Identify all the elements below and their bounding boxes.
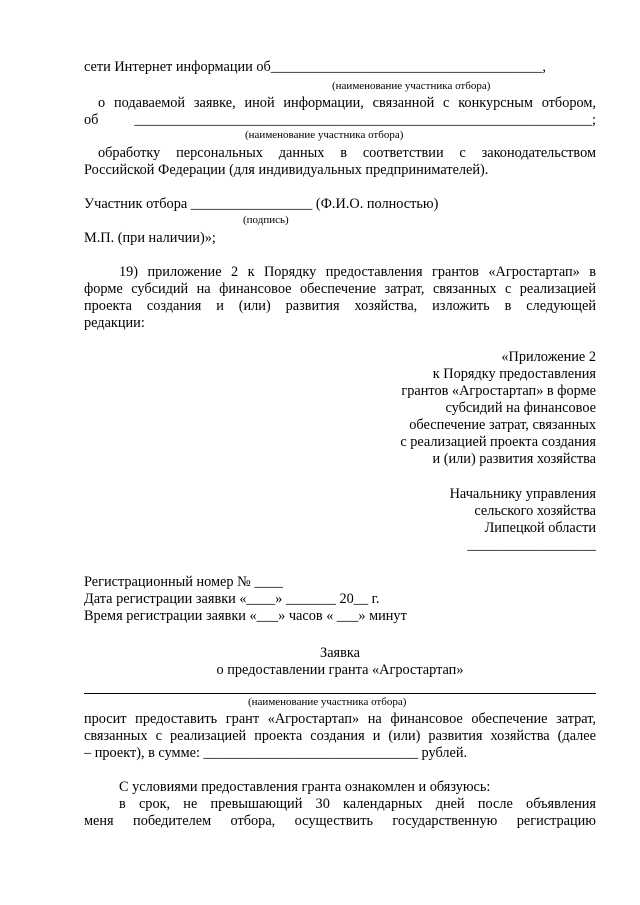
appendix-line-6: с реализацией проекта создания (400, 434, 596, 450)
consent-line-1: сети Интернет информации об______________________________________, (84, 59, 546, 75)
consent-line-3: об ________________________________________________________________; (84, 112, 596, 128)
appendix-line-1: «Приложение 2 (501, 349, 596, 365)
consent-line-5: Российской Федерации (для индивидуальных предпринимателей). (84, 162, 489, 178)
item19-line-4: редакции: (84, 315, 145, 331)
caption-participant-3: (наименование участника отбора) (248, 696, 407, 708)
addressee-line-3: Липецкой области (484, 520, 596, 536)
appendix-line-3: грантов «Агростартап» в форме (401, 383, 596, 399)
participant-name-rule (84, 693, 596, 694)
appendix-line-4: субсидий на финансовое (445, 400, 596, 416)
body-line-3: – проект), в сумме: ______________________________ рублей. (84, 745, 468, 761)
body-line-5: в срок, не превышающий 30 календарных дней после объявления (119, 796, 596, 812)
addressee-line-2: сельского хозяйства (474, 503, 596, 519)
body-line-1: просит предоставить грант «Агростартап» на финансовое обеспечение затрат, (84, 711, 596, 727)
consent-line-2: о подаваемой заявке, иной информации, связанной с конкурсным отбором, (98, 95, 596, 111)
registration-number: Регистрационный номер № ____ (84, 574, 283, 590)
caption-signature: (подпись) (243, 214, 289, 226)
body-line-2: связанных с реализацией проекта создания и (или) развития хозяйства (далее (84, 728, 596, 744)
item19-line-3: проекта создания и (или) развития хозяйства, изложить в следующей (84, 298, 596, 314)
application-subtitle: о предоставлении гранта «Агростартап» (216, 662, 464, 678)
body-line-6: меня победителем отбора, осуществить государственную регистрацию (84, 813, 596, 829)
registration-time: Время регистрации заявки «___» часов « ___» минут (84, 608, 407, 624)
signature-line: Участник отбора _________________ (Ф.И.О. полностью) (84, 196, 439, 212)
consent-line-4: обработку персональных данных в соответствии с законодательством (98, 145, 596, 161)
caption-participant-2: (наименование участника отбора) (245, 129, 404, 141)
stamp-line: М.П. (при наличии)»; (84, 230, 216, 246)
appendix-line-7: и (или) развития хозяйства (432, 451, 596, 467)
item19-line-1: 19) приложение 2 к Порядку предоставления грантов «Агростартап» в (119, 264, 596, 280)
addressee-line-1: Начальнику управления (449, 486, 596, 502)
body-line-4: С условиями предоставления гранта ознакомлен и обязуюсь: (119, 779, 491, 795)
appendix-line-2: к Порядку предоставления (432, 366, 596, 382)
appendix-line-5: обеспечение затрат, связанных (409, 417, 596, 433)
application-title: Заявка (320, 645, 360, 661)
registration-date: Дата регистрации заявки «____» _______ 20__ г. (84, 591, 380, 607)
item19-line-2: форме субсидий на финансовое обеспечение затрат, связанных с реализацией (84, 281, 596, 297)
caption-participant-1: (наименование участника отбора) (332, 80, 491, 92)
addressee-blank: __________________ (467, 537, 596, 553)
